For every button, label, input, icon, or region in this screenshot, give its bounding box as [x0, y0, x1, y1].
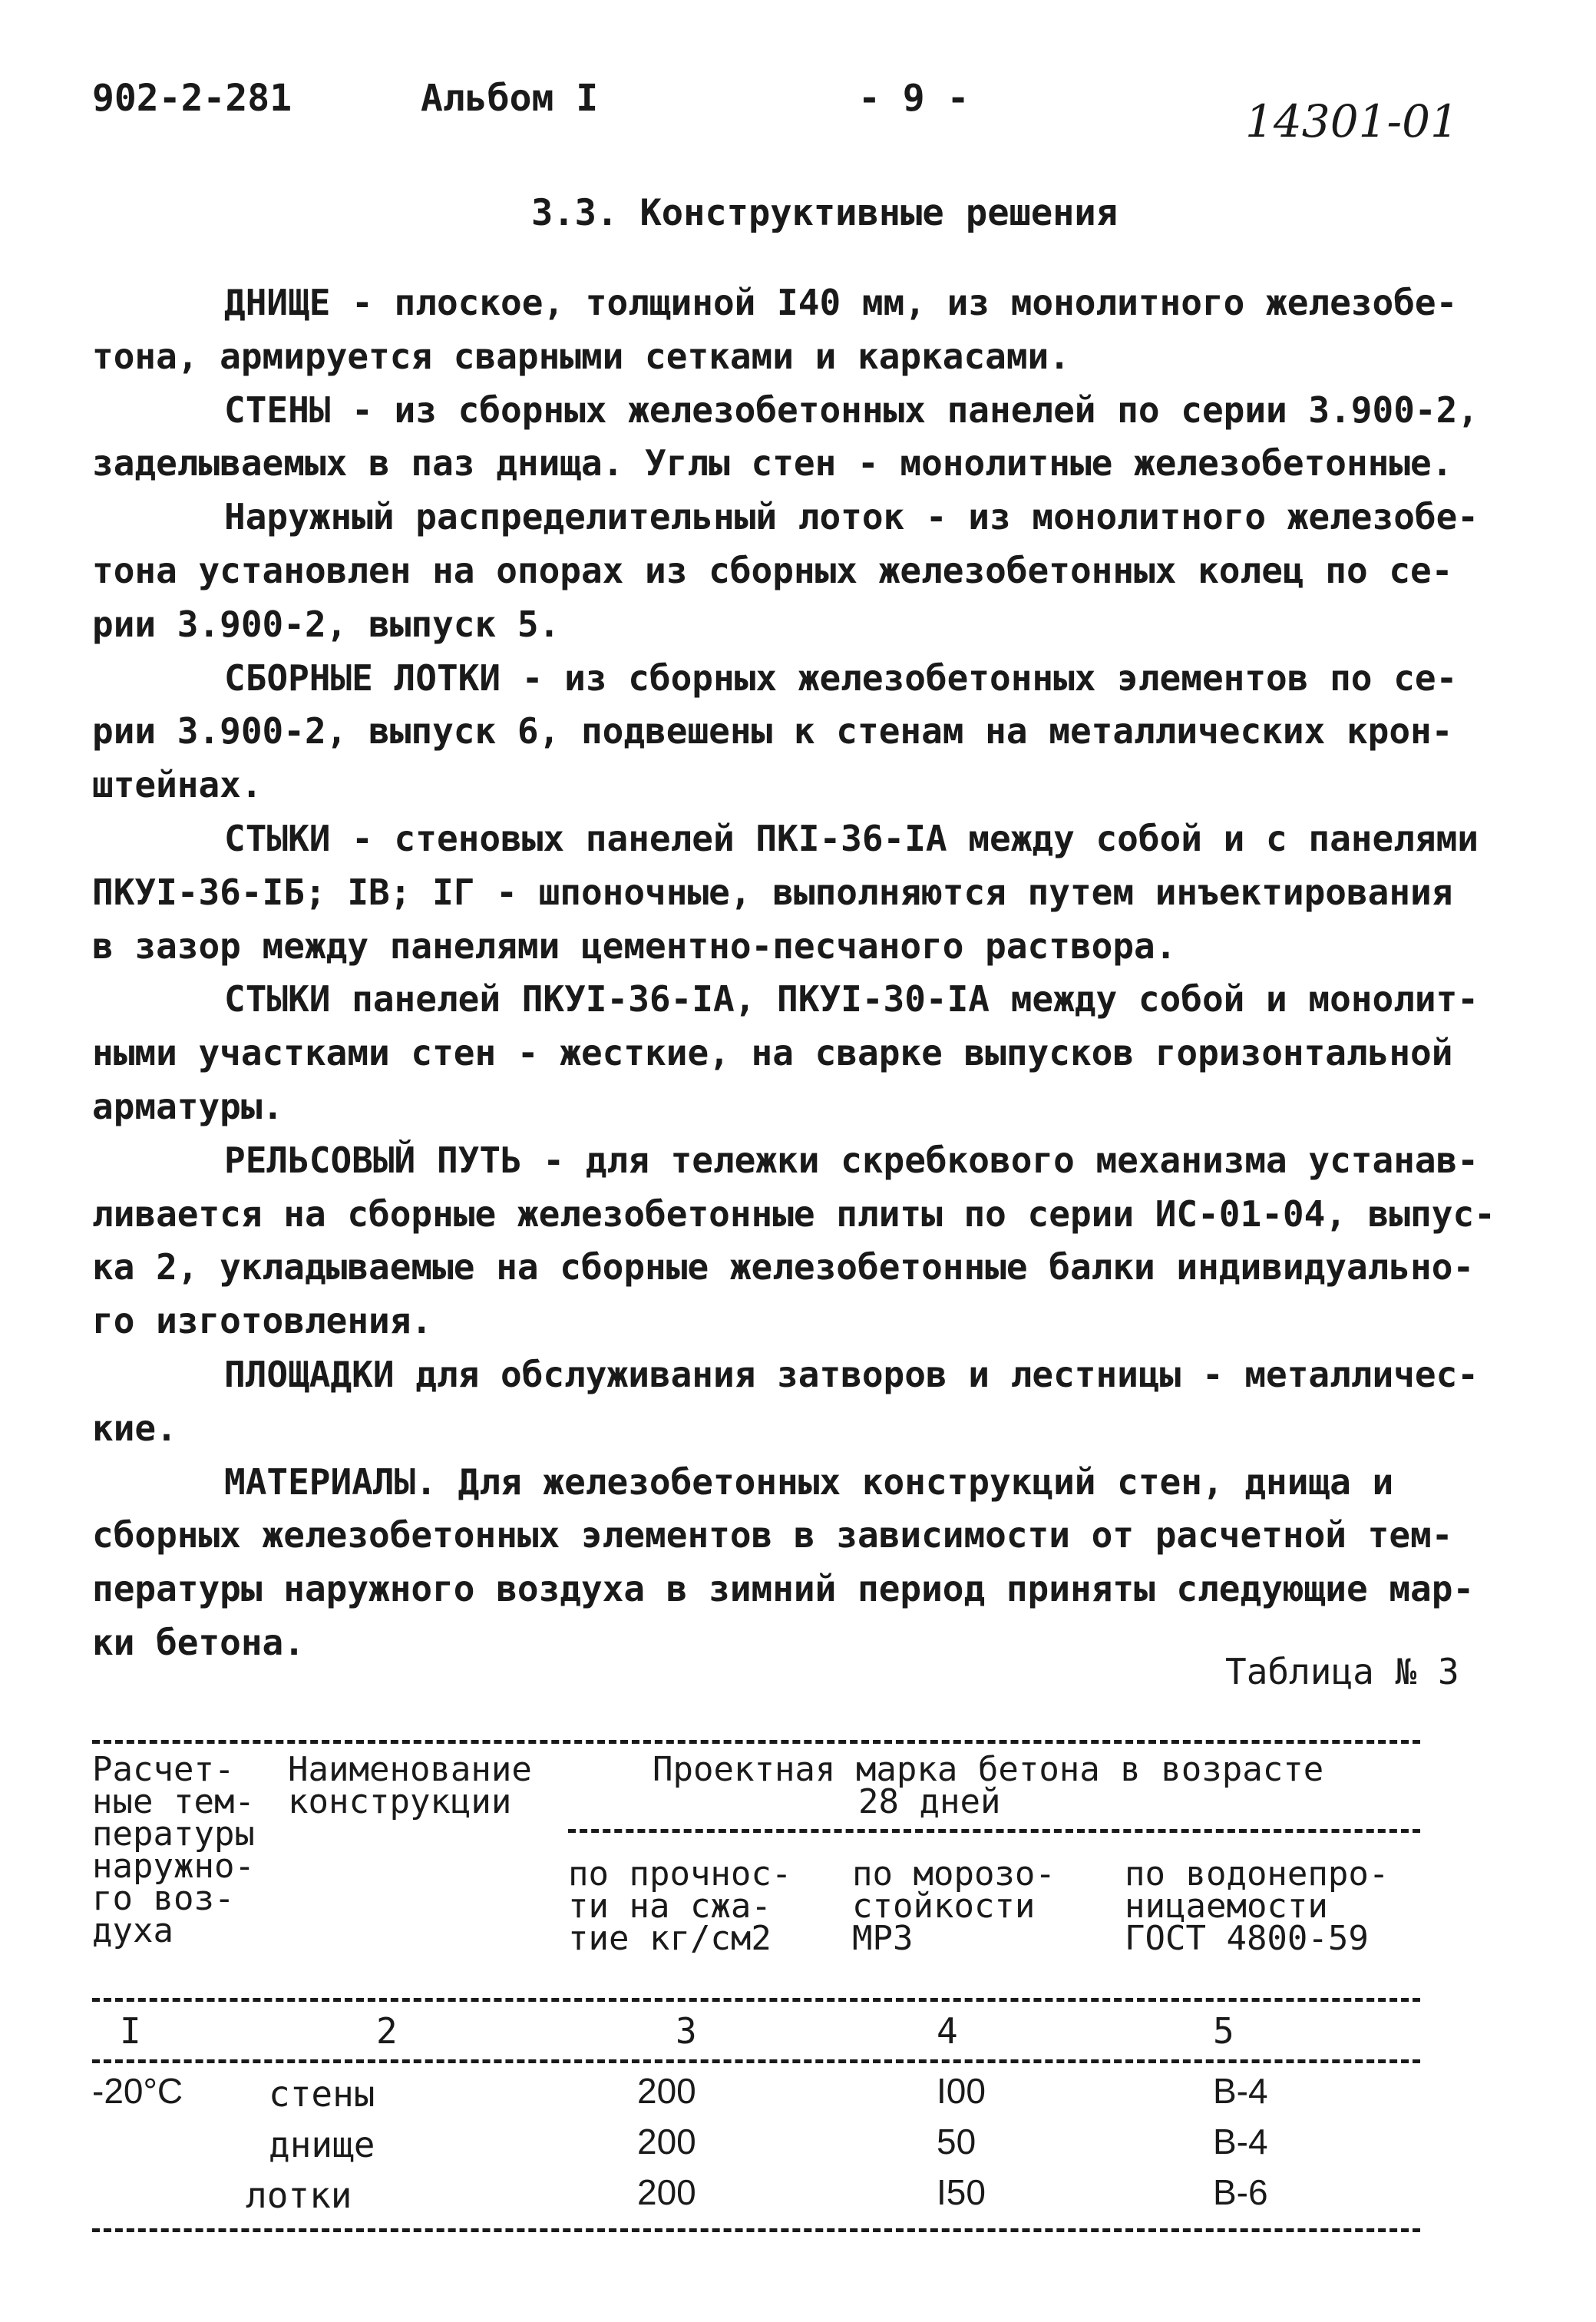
text-line: рии 3.900-2, выпуск 5. [92, 603, 560, 645]
header-text: по водонепро- [1125, 1854, 1389, 1894]
document-code: 902-2-281 [92, 77, 292, 120]
header-design-grade-group [653, 1750, 1324, 1821]
table-bottom-rule [92, 2228, 1420, 2232]
text-line: РЕЛЬСОВЫЙ ПУТЬ - для тележки скребкового механизма устанав- [224, 1139, 1479, 1181]
column-number: 4 [937, 2010, 958, 2052]
row-water: B-6 [1213, 2172, 1268, 2212]
header-temperature [92, 1750, 255, 1950]
row-frost: I50 [937, 2172, 986, 2212]
text-line: Наружный распределительный лоток - из монолитного железобе- [224, 496, 1479, 538]
row-strength: 200 [637, 2122, 696, 2162]
temperature-value: -20°C [92, 2071, 183, 2111]
concrete-grade-table [92, 1728, 1420, 2234]
text-line: кие. [92, 1407, 177, 1449]
column-number: 3 [676, 2010, 697, 2052]
text-line: штейнах. [92, 764, 263, 806]
header-text: ницаемости [1125, 1887, 1328, 1926]
column-number-rule [92, 2059, 1420, 2063]
header-text: ти на сжа- [568, 1887, 772, 1926]
row-frost: 50 [937, 2122, 976, 2162]
table-caption: Таблица № 3 [1225, 1651, 1459, 1692]
header-construction-name [288, 1750, 532, 1821]
header-text: МРЗ [852, 1919, 914, 1958]
handwritten-number: 14301-01 [1245, 95, 1459, 147]
text-line: ПКУI-36-IБ; IB; IГ - шпоночные, выполняются путем инъектирования [92, 871, 1453, 913]
text-line: ПЛОЩАДКИ для обслуживания затворов и лестницы - металличес- [224, 1353, 1479, 1395]
row-strength: 200 [637, 2071, 696, 2111]
text-line: ДНИЩЕ - плоское, толщиной I40 мм, из монолитного железобе- [224, 282, 1458, 323]
text-line: СТЫКИ - стеновых панелей ПКI-36-IA между собой и с панелями [224, 817, 1479, 859]
album-label: Альбом I [421, 77, 599, 120]
header-text: тие кг/см2 [568, 1919, 772, 1958]
text-line: арматуры. [92, 1085, 284, 1127]
header-text: конструкции [288, 1782, 512, 1821]
header-text: духа [92, 1911, 173, 1950]
header-text: ГОСТ 4800-59 [1125, 1919, 1369, 1958]
text-line: го изготовления. [92, 1300, 433, 1342]
row-water: B-4 [1213, 2071, 1268, 2111]
header-text: по прочнос- [568, 1854, 792, 1894]
row-water: B-4 [1213, 2122, 1268, 2162]
text-line: СТЕНЫ - из сборных железобетонных панелей по серии 3.900-2, [224, 389, 1479, 431]
section-title: 3.3. Конструктивные решения [531, 192, 1119, 234]
row-name: лотки [246, 2175, 352, 2216]
column-number: 5 [1213, 2010, 1234, 2052]
header-text: Расчет- [92, 1750, 235, 1789]
row-frost: I00 [937, 2071, 986, 2111]
header-text: ные тем- [92, 1782, 255, 1821]
header-text: наружно- [92, 1847, 255, 1886]
text-line: ными участками стен - жесткие, на сварке выпусков горизонтальной [92, 1032, 1453, 1074]
column-number: 2 [376, 2010, 398, 2052]
text-line: тона, армируется сварными сетками и каркасами. [92, 335, 1070, 377]
row-name: стены [269, 2073, 375, 2115]
text-line: ка 2, укладываемые на сборные железобетонные балки индивидуально- [92, 1246, 1475, 1288]
header-text: по морозо- [852, 1854, 1056, 1894]
text-line: МАТЕРИАЛЫ. Для железобетонных конструкций стен, днища и [224, 1460, 1394, 1503]
page-number: - 9 - [858, 77, 970, 120]
text-line: в зазор между панелями цементно-песчаного раствора. [92, 925, 1177, 967]
group-header-rule [568, 1829, 1420, 1833]
header-frost-resistance [852, 1854, 1056, 1958]
table-top-rule [92, 1740, 1420, 1744]
row-strength: 200 [637, 2172, 696, 2212]
text-line: заделываемых в паз днища. Углы стен - монолитные железобетонные. [92, 442, 1453, 485]
body-text [92, 276, 1535, 1670]
text-line: сборных железобетонных элементов в зависимости от расчетной тем- [92, 1514, 1453, 1556]
header-text: стойкости [852, 1887, 1036, 1926]
text-line: рии 3.900-2, выпуск 6, подвешены к стенам на металлических крон- [92, 710, 1453, 752]
text-line: пературы наружного воздуха в зимний период приняты следующие мар- [92, 1568, 1475, 1610]
header-text: 28 дней [858, 1782, 1001, 1821]
row-name: днище [269, 2124, 375, 2165]
text-line: СБОРНЫЕ ЛОТКИ - из сборных железобетонных элементов по се- [224, 657, 1458, 699]
text-line: ливается на сборные железобетонные плиты по серии ИС-01-04, выпус- [92, 1192, 1495, 1235]
text-line: ки бетона. [92, 1621, 305, 1663]
header-text: Проектная марка бетона в возрасте [653, 1750, 1324, 1789]
header-text: пературы [92, 1814, 255, 1854]
column-number: I [120, 2010, 141, 2052]
text-line: тона установлен на опорах из сборных железобетонных колец по се- [92, 549, 1453, 591]
header-text: го воз- [92, 1879, 235, 1918]
text-line: СТЫКИ панелей ПКУI-36-IA, ПКУI-30-IA между собой и монолит- [224, 978, 1479, 1020]
header-compressive-strength [568, 1854, 792, 1958]
header-water-resistance [1125, 1854, 1389, 1958]
header-text: Наименование [288, 1750, 532, 1789]
header-bottom-rule [92, 1998, 1420, 2002]
